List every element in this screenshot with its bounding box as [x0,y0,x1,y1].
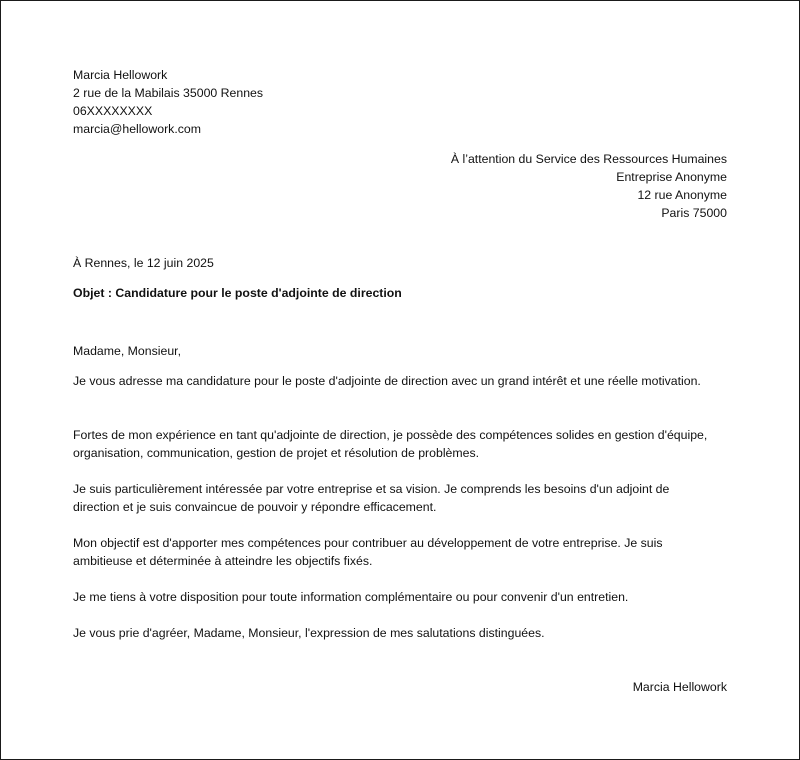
recipient-street: 12 rue Anonyme [637,188,727,202]
recipient-city: Paris 75000 [661,206,727,220]
sender-email: marcia@hellowork.com [73,122,201,136]
signature: Marcia Hellowork [632,680,727,694]
body-paragraph-2: Fortes de mon expérience en tant qu'adjointe de direction, je possède des compétences solides en gestion d'équipe, organisation, communication, gestion de projet et résolution de problèmes. [73,428,708,460]
recipient-company: Entreprise Anonyme [616,170,727,184]
body-paragraph-5: Je me tiens à votre disposition pour toute information complémentaire ou pour convenir d'un entretien. [73,590,629,604]
sender-phone: 06XXXXXXXX [73,104,153,118]
body-paragraph-4: Mon objectif est d'apporter mes compétences pour contribuer au développement de votre entreprise. Je suis ambitieuse et déterminée à atteindre les objectifs fixés. [73,536,663,568]
letter-salutation: Madame, Monsieur, [73,344,181,358]
recipient-attention: À l’attention du Service des Ressources Humaines [450,152,727,166]
letter-subject: Objet : Candidature pour le poste d'adjointe de direction [73,286,402,300]
closing-paragraph: Je vous prie d'agréer, Madame, Monsieur, l'expression de mes salutations distinguées. [73,626,545,640]
body-paragraph-1: Je vous adresse ma candidature pour le poste d'adjointe de direction avec un grand intérêt et une réelle motivation. [73,374,701,388]
sender-name: Marcia Hellowork [73,68,168,82]
recipient-block [307,150,727,222]
sender-address: 2 rue de la Mabilais 35000 Rennes [73,86,264,100]
letter-date: À Rennes, le 12 juin 2025 [73,256,214,270]
body-paragraph-3: Je suis particulièrement intéressée par votre entreprise et sa vision. Je comprends les besoins d'un adjoint de direction et je suis convaincue de pouvoir y répondre efficacement. [73,482,670,514]
sender-block [73,66,473,138]
